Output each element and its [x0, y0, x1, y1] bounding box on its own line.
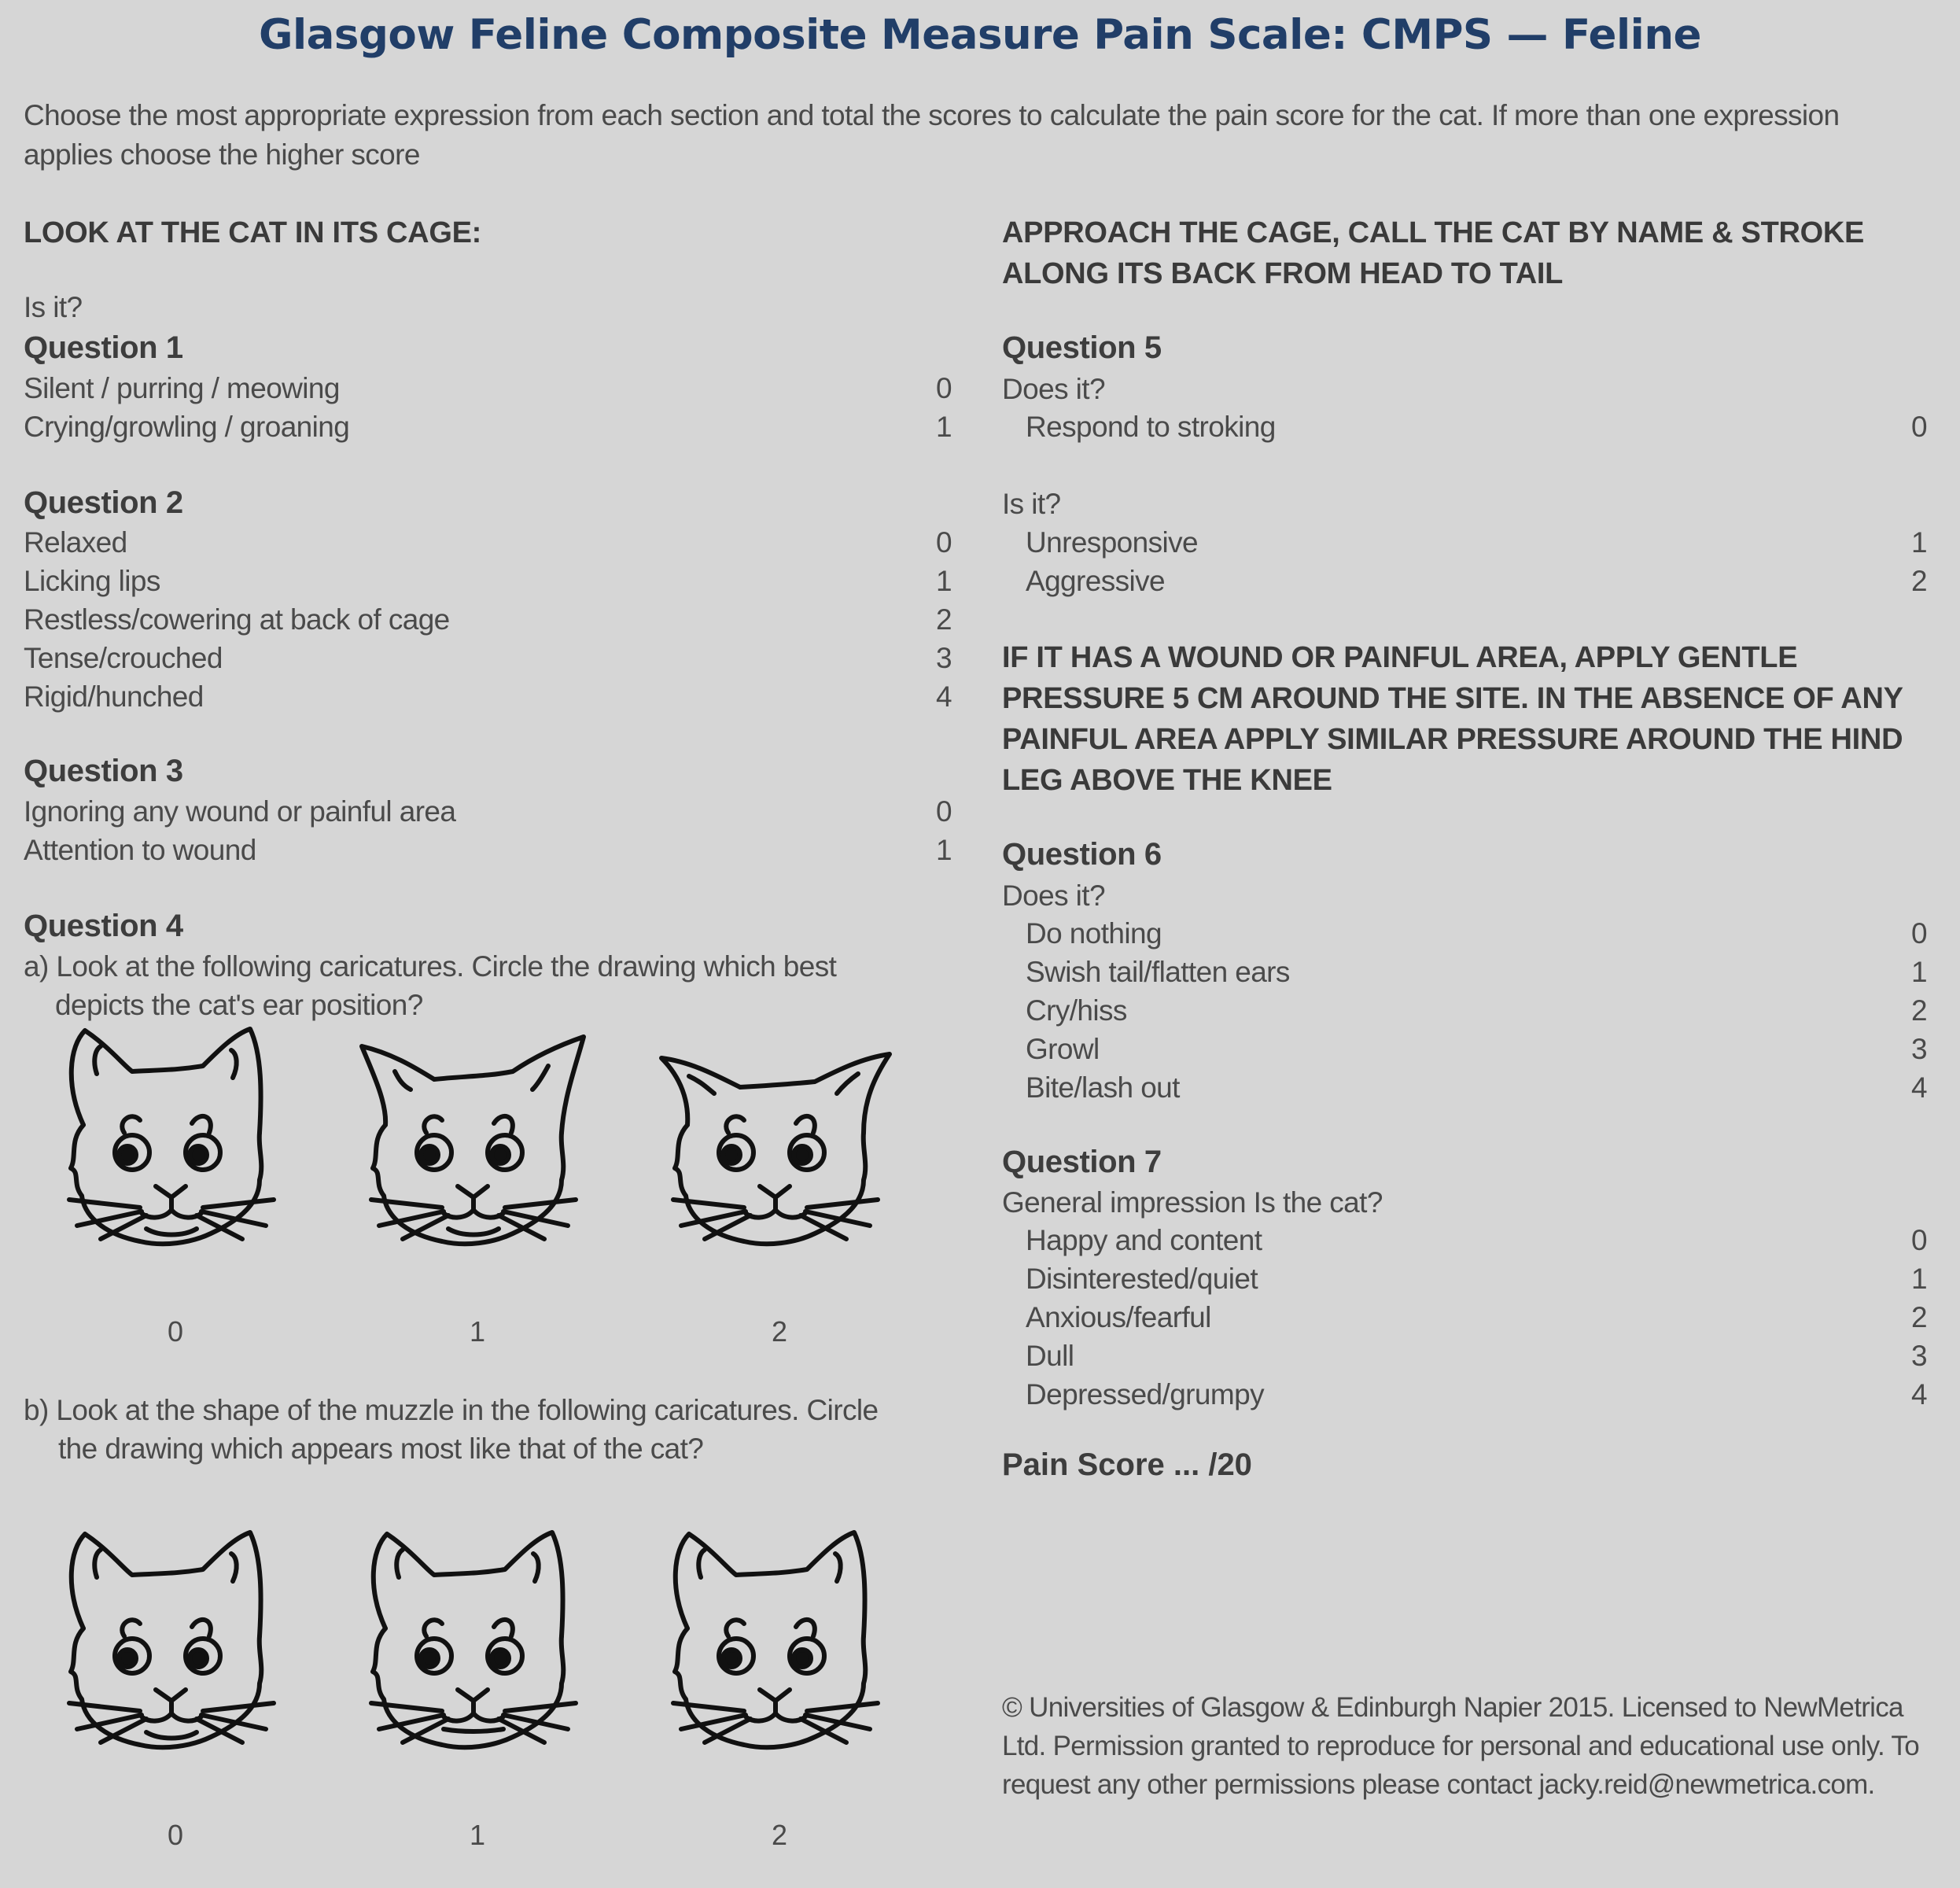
q7-option-row[interactable] [1026, 1222, 1938, 1259]
option-score: 0 [936, 526, 952, 559]
option-score: 1 [1911, 1263, 1927, 1295]
q6-option-row[interactable] [1026, 953, 1938, 991]
q2-option-row[interactable] [24, 678, 952, 716]
q1-option-row[interactable] [24, 370, 952, 407]
option-label: Crying/growling / groaning [24, 411, 350, 443]
pain-score-total: Pain Score ... /20 [1002, 1447, 1252, 1482]
option-score: 4 [936, 680, 952, 713]
q7-option-row[interactable] [1026, 1376, 1938, 1414]
is-it-prompt-2: Is it? [1002, 488, 1061, 520]
option-label: Unresponsive [1026, 526, 1199, 559]
cat-muzzle-drawing-2[interactable] [658, 1526, 893, 1762]
option-label: Relaxed [24, 526, 127, 559]
option-score: 3 [1911, 1340, 1927, 1372]
option-label: Silent / purring / meowing [24, 372, 340, 404]
option-label: Swish tail/flatten ears [1026, 956, 1290, 988]
q2-option-row[interactable] [24, 562, 952, 600]
q7-option-row[interactable] [1026, 1260, 1938, 1298]
option-label: Do nothing [1026, 917, 1162, 950]
option-label: Rigid/hunched [24, 680, 204, 713]
cat-ear-drawing-2[interactable] [658, 1023, 893, 1259]
option-score: 2 [1911, 994, 1927, 1027]
q2-option-row[interactable] [24, 601, 952, 639]
q6-option-row[interactable] [1026, 915, 1938, 953]
q4a-instruction-cont: depicts the cat's ear position? [55, 989, 423, 1021]
option-score: 2 [1911, 1301, 1927, 1333]
intro-text: Choose the most appropriate expression from each section and total the scores to calculate the pain score for the cat. If more than one expression applies choose the higher score [24, 99, 1840, 171]
does-it-prompt: Does it? [1002, 373, 1105, 405]
page-title: Glasgow Feline Composite Measure Pain Scale: CMPS — Feline [258, 11, 1702, 59]
option-label: Ignoring any wound or painful area [24, 795, 456, 828]
q2-option-row[interactable] [24, 524, 952, 562]
q5-option-row[interactable] [1026, 524, 1938, 562]
general-impression-prompt: General impression Is the cat? [1002, 1186, 1383, 1219]
option-score: 1 [1911, 956, 1927, 988]
option-score: 1 [936, 411, 952, 443]
q5-option-row[interactable] [1026, 408, 1938, 446]
option-score: 0 [1911, 917, 1927, 950]
option-label: Anxious/fearful [1026, 1301, 1211, 1333]
option-label: Restless/cowering at back of cage [24, 603, 450, 636]
option-score: 1 [936, 834, 952, 866]
option-label: Bite/lash out [1026, 1071, 1180, 1104]
question-4-title: Question 4 [24, 909, 183, 943]
muzzle-score-0: 0 [167, 1819, 184, 1851]
cat-muzzle-drawing-0[interactable] [53, 1526, 289, 1762]
copyright-notice: © Universities of Glasgow & Edinburgh Napier 2015. Licensed to NewMetrica Ltd. Permission granted to reproduce for personal and educational use only. To request any other permissions please contact jacky.reid@newmetrica.com. [1002, 1692, 1919, 1800]
q7-option-row[interactable] [1026, 1299, 1938, 1337]
option-score: 0 [1911, 1224, 1927, 1256]
option-score: 1 [936, 565, 952, 597]
q2-option-row[interactable] [24, 640, 952, 677]
cat-ear-drawing-0[interactable] [53, 1023, 289, 1259]
option-label: Licking lips [24, 565, 160, 597]
option-score: 3 [936, 642, 952, 674]
question-3-title: Question 3 [24, 754, 183, 788]
section-heading-cage: LOOK AT THE CAT IN ITS CAGE: [24, 216, 481, 249]
section-heading-pressure: IF IT HAS A WOUND OR PAINFUL AREA, APPLY GENTLE PRESSURE 5 CM AROUND THE SITE. IN THE ABSENCE OF ANY PAINFUL AREA APPLY SIMILAR PRESSURE AROUND THE HIND LEG ABOVE THE KNEE [1002, 641, 1903, 797]
q3-option-row[interactable] [24, 832, 952, 869]
option-label: Attention to wound [24, 834, 256, 866]
option-label: Happy and content [1026, 1224, 1262, 1256]
q6-option-row[interactable] [1026, 992, 1938, 1030]
option-label: Depressed/grumpy [1026, 1378, 1264, 1410]
q6-option-row[interactable] [1026, 1031, 1938, 1068]
ear-score-2: 2 [771, 1315, 788, 1348]
option-label: Aggressive [1026, 565, 1166, 597]
question-7-title: Question 7 [1002, 1145, 1162, 1179]
q6-option-row[interactable] [1026, 1069, 1938, 1107]
ear-score-0: 0 [167, 1315, 184, 1348]
option-label: Respond to stroking [1026, 411, 1276, 443]
option-label: Dull [1026, 1340, 1074, 1372]
option-label: Cry/hiss [1026, 994, 1127, 1027]
option-score: 3 [1911, 1033, 1927, 1065]
option-score: 4 [1911, 1071, 1927, 1104]
cat-muzzle-drawing-1[interactable] [356, 1526, 591, 1762]
question-6-title: Question 6 [1002, 837, 1162, 872]
cat-ear-drawing-1[interactable] [356, 1023, 591, 1259]
q4b-instruction-cont: the drawing which appears most like that of the cat? [58, 1433, 704, 1465]
muzzle-score-2: 2 [771, 1819, 788, 1851]
q4b-instruction: b) Look at the shape of the muzzle in the following caricatures. Circle [24, 1394, 879, 1426]
option-label: Tense/crouched [24, 642, 223, 674]
option-score: 1 [1911, 526, 1927, 559]
option-label: Growl [1026, 1033, 1100, 1065]
q7-option-row[interactable] [1026, 1337, 1938, 1375]
question-5-title: Question 5 [1002, 330, 1162, 365]
option-score: 0 [936, 795, 952, 828]
option-score: 2 [936, 603, 952, 636]
question-1-title: Question 1 [24, 330, 183, 365]
ear-score-1: 1 [469, 1315, 486, 1348]
option-label: Disinterested/quiet [1026, 1263, 1258, 1295]
is-it-prompt: Is it? [24, 291, 83, 323]
muzzle-score-1: 1 [469, 1819, 486, 1851]
option-score: 4 [1911, 1378, 1927, 1410]
option-score: 0 [936, 372, 952, 404]
q4a-instruction: a) Look at the following caricatures. Circle the drawing which best [24, 950, 837, 983]
does-it-prompt-2: Does it? [1002, 879, 1105, 912]
q1-option-row[interactable] [24, 408, 952, 446]
q3-option-row[interactable] [24, 793, 952, 831]
section-heading-approach: APPROACH THE CAGE, CALL THE CAT BY NAME & STROKE ALONG ITS BACK FROM HEAD TO TAIL [1002, 216, 1865, 290]
option-score: 2 [1911, 565, 1927, 597]
question-2-title: Question 2 [24, 485, 183, 520]
option-score: 0 [1911, 411, 1927, 443]
q5-option-row[interactable] [1026, 562, 1938, 600]
